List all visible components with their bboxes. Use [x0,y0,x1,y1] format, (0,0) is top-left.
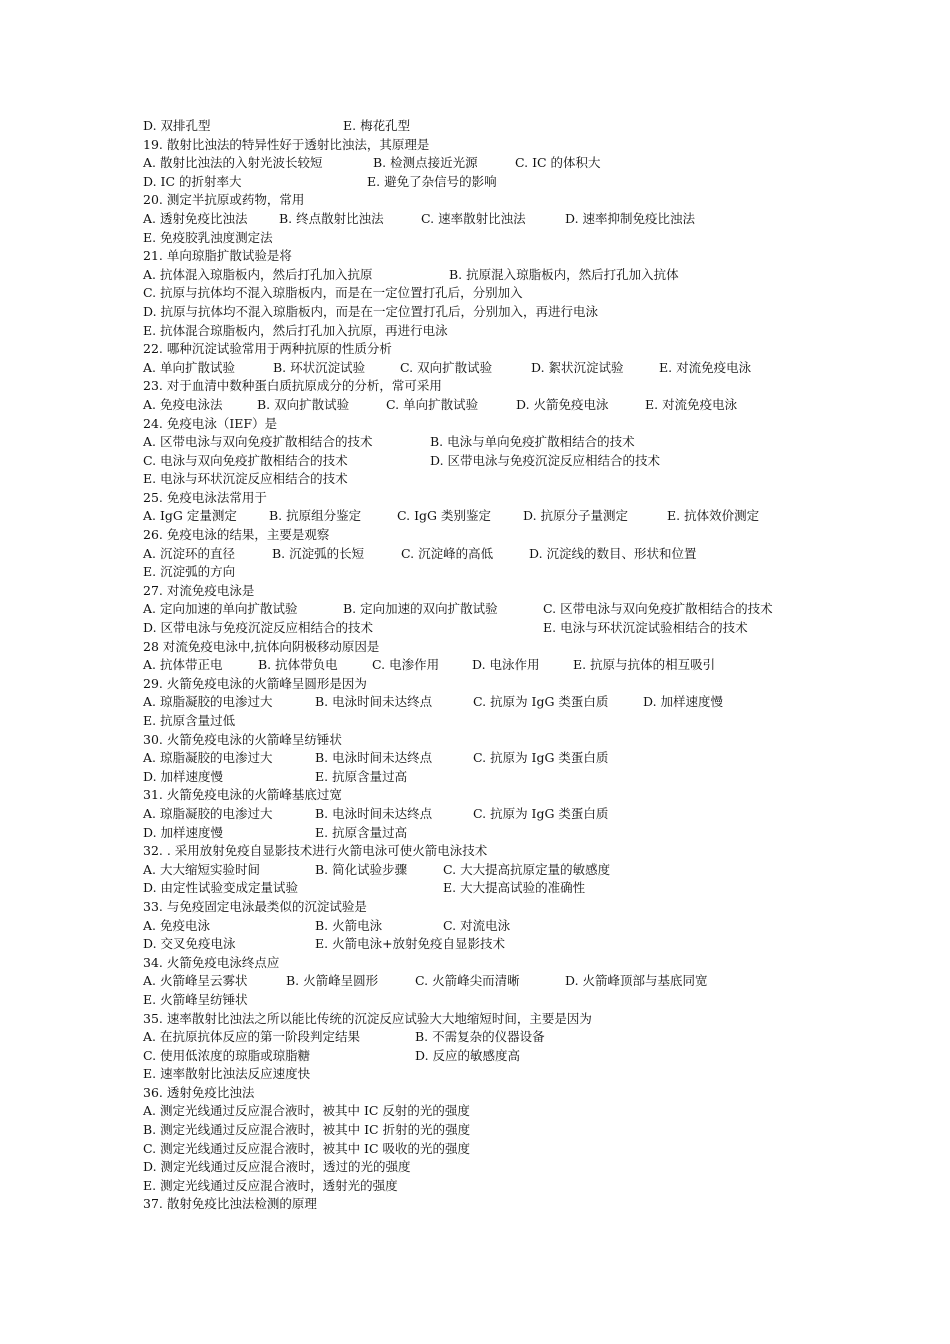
answer-option: A. IgG 定量测定 [143,508,237,524]
answer-option: D. 电泳作用 [472,657,540,673]
answer-option: E. 电泳与环状沉淀试验相结合的技术 [543,620,748,636]
answer-option: A. 在抗原抗体反应的第一阶段判定结果 [143,1029,360,1045]
text-line [143,284,843,303]
question-stem: 19. 散射比浊法的特异性好于透射比浊法，其原理是 [143,136,430,152]
answer-option: D. 絮状沉淀试验 [531,359,624,375]
answer-option: E. 对流免疫电泳 [659,359,752,375]
text-line [143,972,843,991]
text-line [143,117,843,136]
answer-option: B. 沉淀弧的长短 [272,545,365,561]
answer-option: B. 抗原混入琼脂板内，然后打孔加入抗体 [449,266,679,282]
text-line [143,470,843,489]
text-line [143,247,843,266]
answer-option: D. 加样速度慢 [143,824,224,840]
answer-option: A. 散射比浊法的入射光波长较短 [143,155,323,171]
text-line [143,768,843,787]
question-stem: 26. 免疫电泳的结果，主要是观察 [143,527,330,543]
question-stem: 20. 测定半抗原或药物，常用 [143,192,305,208]
answer-option: A. 抗体混入琼脂板内，然后打孔加入抗原 [143,266,373,282]
text-line [143,154,843,173]
text-line [143,954,843,973]
text-line [143,433,843,452]
question-stem: 28 对流免疫电泳中,抗体向阴极移动原因是 [143,638,380,654]
answer-option: D. 火箭峰顶部与基底同宽 [565,973,708,989]
text-line [143,991,843,1010]
answer-option: B. 火箭电泳 [315,917,383,933]
answer-option: B. 电泳时间未达终点 [315,805,433,821]
answer-option: C. 火箭峰尖而清晰 [415,973,520,989]
answer-option: E. 对流免疫电泳 [645,396,738,412]
answer-option: D. 由定性试验变成定量试验 [143,880,299,896]
answer-option: D. 沉淀线的数目、形状和位置 [529,545,697,561]
answer-option: C. 抗原为 IgG 类蛋白质 [473,694,609,710]
text-line [143,824,843,843]
question-stem: 22. 哪种沉淀试验常用于两种抗原的性质分析 [143,341,392,357]
text-line [143,1195,843,1214]
text-line [143,229,843,248]
text-line [143,563,843,582]
question-stem: 27. 对流免疫电泳是 [143,582,255,598]
answer-option: E. 火箭电泳+放射免疫自显影技术 [315,936,506,952]
question-stem: 34. 火箭免疫电泳终点应 [143,954,280,970]
question-stem: 32. . 采用放射免疫自显影技术进行火箭电泳可使火箭电泳技术 [143,843,488,859]
text-line [143,898,843,917]
question-stem: 29. 火箭免疫电泳的火箭峰呈圆形是因为 [143,675,367,691]
answer-option: B. 火箭峰呈圆形 [286,973,379,989]
answer-option: E. 测定光线通过反应混合液时，透射光的强度 [143,1177,398,1193]
text-line [143,693,843,712]
answer-option: A. 火箭峰呈云雾状 [143,973,248,989]
answer-option: A. 测定光线通过反应混合液时，被其中 IC 反射的光的强度 [143,1103,470,1119]
answer-option: B. 电泳时间未达终点 [315,694,433,710]
answer-option: A. 定向加速的单向扩散试验 [143,601,298,617]
text-line [143,396,843,415]
answer-option: E. 沉淀弧的方向 [143,564,236,580]
text-line [143,1010,843,1029]
text-line [143,1084,843,1103]
text-line [143,191,843,210]
answer-option: D. 加样速度慢 [143,768,224,784]
text-line [143,322,843,341]
answer-option: C. 使用低浓度的琼脂或琼脂糖 [143,1047,311,1063]
text-line [143,526,843,545]
answer-option: E. 抗原含量过低 [143,713,236,728]
question-stem: 30. 火箭免疫电泳的火箭峰呈纺锤状 [143,731,342,747]
text-line [143,1121,843,1140]
answer-option: C. 区带电泳与双向免疫扩散相结合的技术 [543,601,773,617]
text-line [143,452,843,471]
answer-option: B. 测定光线通过反应混合液时，被其中 IC 折射的光的强度 [143,1122,471,1138]
text-line [143,340,843,359]
answer-option: C. 抗原与抗体均不混入琼脂板内，而是在一定位置打孔后，分别加入 [143,285,523,301]
answer-option: D. 测定光线通过反应混合液时，透过的光的强度 [143,1159,411,1175]
answer-option: B. 抗体带负电 [258,657,338,673]
answer-option: B. 双向扩散试验 [257,396,350,412]
answer-option: C. 单向扩散试验 [386,396,479,412]
answer-option: A. 免疫电泳 [143,917,210,933]
answer-option: E. 速率散射比浊法反应速度快 [143,1066,311,1082]
text-line [143,861,843,880]
text-line [143,210,843,229]
text-line [143,266,843,285]
answer-option: C. IC 的体积大 [515,155,601,171]
answer-option: A. 琼脂凝胶的电渗过大 [143,694,273,710]
answer-option: B. 终点散射比浊法 [279,210,384,226]
text-line [143,1028,843,1047]
answer-option: A. 区带电泳与双向免疫扩散相结合的技术 [143,434,373,450]
answer-option: E. 火箭峰呈纺锤状 [143,991,248,1007]
answer-option: D. 加样速度慢 [643,694,724,710]
answer-option: B. 电泳与单向免疫扩散相结合的技术 [430,434,635,450]
answer-option: C. 抗原为 IgG 类蛋白质 [473,750,609,766]
question-list [143,117,843,1214]
text-line [143,1047,843,1066]
answer-option: A. 抗体带正电 [143,657,223,673]
text-line [143,786,843,805]
answer-option: A. 免疫电泳法 [143,396,223,412]
question-stem: 23. 对于血清中数种蛋白质抗原成分的分析，常可采用 [143,378,442,394]
answer-option: C. 双向扩散试验 [400,359,493,375]
question-stem: 25. 免疫电泳法常用于 [143,489,267,505]
answer-option: C. 对流电泳 [443,917,511,933]
text-line [143,749,843,768]
answer-option: A. 透射免疫比浊法 [143,210,248,226]
answer-option: B. 定向加速的双向扩散试验 [343,601,498,617]
question-stem: 31. 火箭免疫电泳的火箭峰基底过宽 [143,787,342,803]
text-line [143,600,843,619]
text-line [143,935,843,954]
answer-option: D. 抗原分子量测定 [523,508,629,524]
answer-option: B. 电泳时间未达终点 [315,750,433,766]
answer-option: B. 环状沉淀试验 [273,359,366,375]
answer-option: E. 抗体混合琼脂板内，然后打孔加入抗原，再进行电泳 [143,322,448,338]
text-line [143,415,843,434]
answer-option: C. 电泳与双向免疫扩散相结合的技术 [143,452,348,468]
answer-option: E. 大大提高试验的准确性 [443,880,586,896]
answer-option: A. 琼脂凝胶的电渗过大 [143,805,273,821]
answer-option: A. 琼脂凝胶的电渗过大 [143,750,273,766]
text-line [143,1158,843,1177]
answer-option: D. 区带电泳与免疫沉淀反应相结合的技术 [143,620,374,636]
answer-option: C. 沉淀峰的高低 [401,545,494,561]
answer-option: E. 免疫胶乳浊度测定法 [143,229,273,245]
question-stem: 35. 速率散射比浊法之所以能比传统的沉淀反应试验大大地缩短时间，主要是因为 [143,1010,592,1026]
text-line [143,582,843,601]
answer-option: D. 双排孔型 [143,118,211,133]
text-line [143,507,843,526]
answer-option: A. 大大缩短实验时间 [143,861,260,877]
answer-option: D. 区带电泳与免疫沉淀反应相结合的技术 [430,452,661,468]
answer-option: D. IC 的折射率大 [143,173,242,189]
answer-option: D. 火箭免疫电泳 [516,396,609,412]
question-stem: 37. 散射免疫比浊法检测的原理 [143,1196,317,1212]
answer-option: B. 抗原组分鉴定 [269,508,362,524]
text-line [143,489,843,508]
text-line [143,712,843,731]
text-line [143,638,843,657]
text-line [143,842,843,861]
answer-option: E. 避免了杂信号的影响 [367,173,497,189]
answer-option: C. 速率散射比浊法 [421,210,526,226]
question-stem: 36. 透射免疫比浊法 [143,1084,255,1100]
answer-option: A. 单向扩散试验 [143,359,235,375]
answer-option: C. IgG 类别鉴定 [397,508,491,524]
text-line [143,879,843,898]
answer-option: E. 抗原含量过高 [315,824,408,840]
text-line [143,136,843,155]
question-stem: 24. 免疫电泳（IEF）是 [143,415,278,431]
answer-option: C. 电渗作用 [372,657,440,673]
answer-option: E. 抗原含量过高 [315,768,408,784]
text-line [143,545,843,564]
answer-option: C. 测定光线通过反应混合液时，被其中 IC 吸收的光的强度 [143,1140,471,1156]
answer-option: E. 梅花孔型 [343,118,411,133]
answer-option: C. 大大提高抗原定量的敏感度 [443,861,611,877]
question-stem: 33. 与免疫固定电泳最类似的沉淀试验是 [143,898,367,914]
text-line [143,1140,843,1159]
text-line [143,303,843,322]
text-line [143,173,843,192]
answer-option: B. 简化试验步骤 [315,861,408,877]
answer-option: E. 抗原与抗体的相互吸引 [573,657,716,673]
answer-option: B. 检测点接近光源 [373,155,478,171]
text-line [143,377,843,396]
text-line [143,675,843,694]
answer-option: D. 抗原与抗体均不混入琼脂板内，而是在一定位置打孔后，分别加入，再进行电泳 [143,303,599,319]
answer-option: E. 电泳与环状沉淀反应相结合的技术 [143,471,348,487]
answer-option: A. 沉淀环的直径 [143,545,235,561]
answer-option: B. 不需复杂的仪器设备 [415,1029,545,1045]
answer-option: D. 反应的敏感度高 [415,1047,521,1063]
text-line [143,359,843,378]
text-line [143,619,843,638]
text-line [143,731,843,750]
text-line [143,1065,843,1084]
question-stem: 21. 单向琼脂扩散试验是将 [143,248,292,264]
text-line [143,917,843,936]
answer-option: C. 抗原为 IgG 类蛋白质 [473,805,609,821]
text-line [143,1102,843,1121]
answer-option: D. 速率抑制免疫比浊法 [565,210,696,226]
answer-option: E. 抗体效价测定 [667,508,760,524]
text-line [143,656,843,675]
text-line [143,805,843,824]
answer-option: D. 交叉免疫电泳 [143,936,236,952]
text-line [143,1177,843,1196]
